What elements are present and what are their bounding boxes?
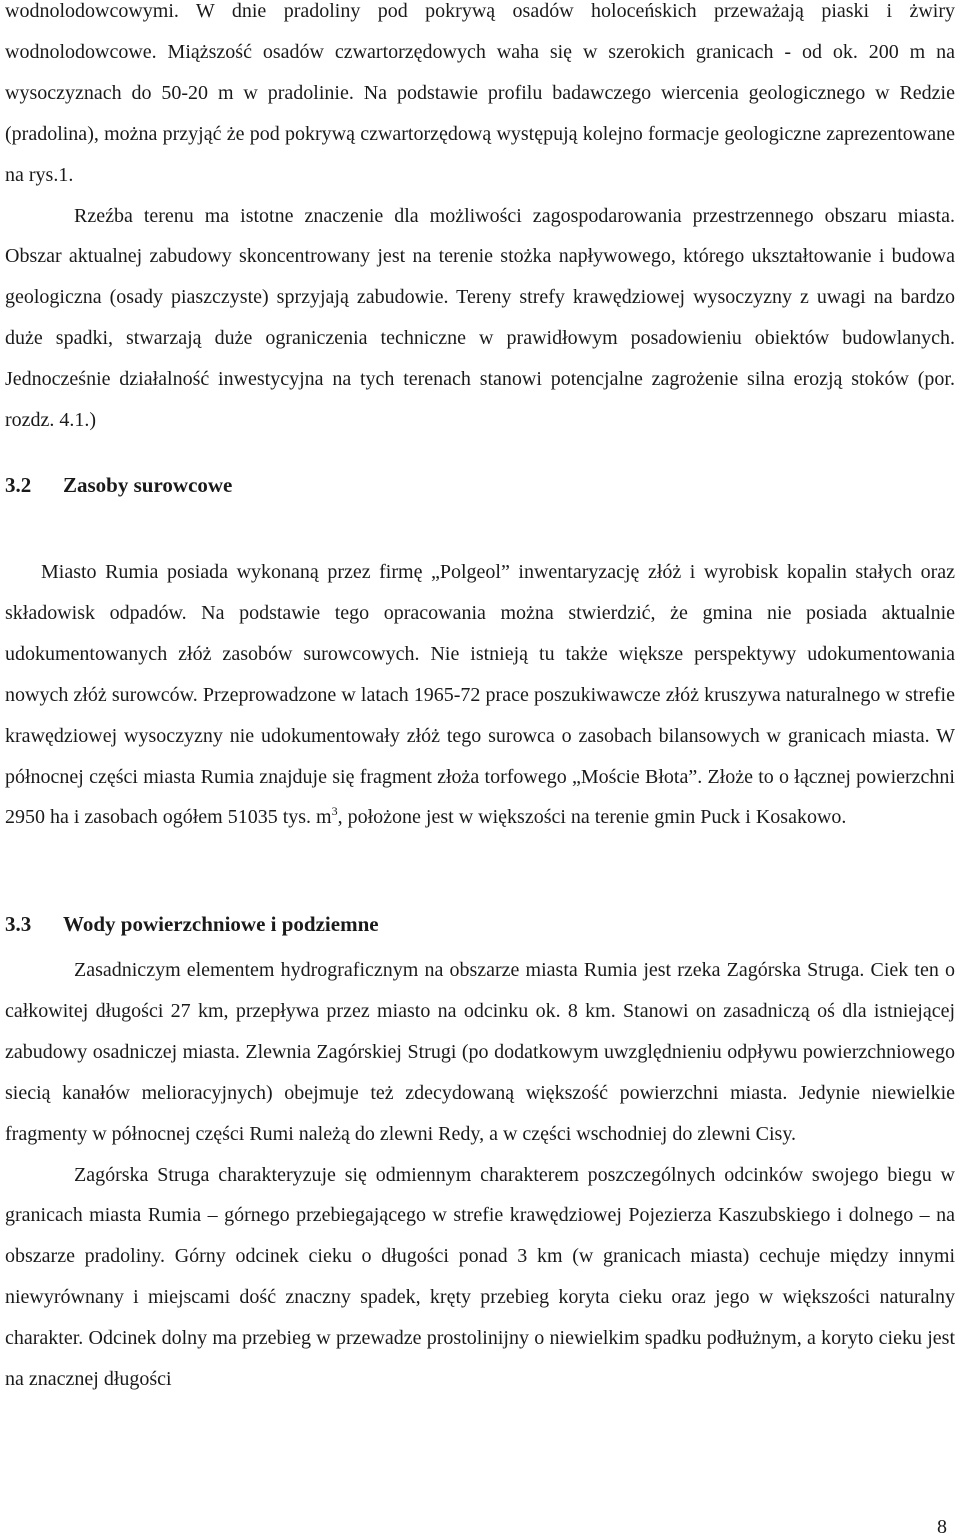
section-3-2-body: [5, 552, 955, 838]
section-heading-3-3: [5, 910, 379, 938]
hydrography-paragraph-1: Zasadniczym elementem hydrograficznym na obszarze miasta Rumia jest rzeka Zagórska Struga. Ciek ten o całkowitej długości 27 km, przepływa przez miasto na odcinku ok. 8 km. Stanowi on zasadniczą oś dla istniejącej zabudowy osadniczej miasta. Zlewnia Zagórskiej Strugi (po dodatkowym uwzględnieniu odpływu powierzchniowego siecią kanałów melioracyjnych) obejmuje też zdecydowaną większość powierzchni miasta. Jedynie niewielkie fragmenty w północnej części Rumi należą do zlewni Redy, a w części wschodniej do zlewni Cisy.: [5, 959, 955, 1145]
section-title: Zasoby surowcowe: [63, 473, 233, 497]
section-3-3-body: [5, 950, 955, 1400]
intro-text-block: [5, 0, 955, 441]
page-number: 8: [937, 1516, 947, 1538]
intro-paragraph: wodnolodowcowymi. W dnie pradoliny pod pokrywą osadów holoceńskich przeważają piaski i żwiry wodnolodowcowe. Miąższość osadów czwartorzędowych waha się w szerokich granicach - od ok. 200 m na wysoczyznach do 50-20 m w pradolinie. Na podstawie profilu badawczego wiercenia geologicznego w Redzie (pradolina), można przyjąć że pod pokrywą czwartorzędową występują kolejno formacje geologiczne zaprezentowane na rys.1.: [5, 0, 955, 186]
resources-text-tail: , położone jest w większości na terenie gmin Puck i Kosakowo.: [337, 806, 847, 829]
section-number: 3.2: [5, 473, 32, 497]
hydrography-paragraph-2: Zagórska Struga charakteryzuje się odmiennym charakterem poszczególnych odcinków swojego biegu w granicach miasta Rumia – górnego przebiegającego w strefie krawędziowej Pojezierza Kaszubskiego i dolnego – na obszarze pradoliny. Górny odcinek cieku o długości ponad 3 km (w granicach miasta) cechuje między innymi niewyrównany i miejscami dość znaczny spadek, kręty przebieg koryta cieku oraz jego w większości naturalny charakter. Odcinek dolny ma przebieg w przewadze prostolinijny o niewielkim spadku podłużnym, a koryto cieku jest na znacznej długości: [5, 1163, 955, 1391]
resources-text: Miasto Rumia posiada wykonaną przez firmę „Polgeol” inwentaryzację złóż i wyrobisk kopalin stałych oraz składowisk odpadów. Na podstawie tego opracowania można stwierdzić, że gmina nie posiada aktualnie udokumentowanych złóż zasobów surowcowych. Nie istnieją tu także większe perspektywy udokumentowania nowych złóż surowców. Przeprowadzone w latach 1965-72 prace poszukiwawcze złóż kruszywa naturalnego w strefie krawędziowej wysoczyzny nie udokumentowały złóż tego surowca o zasobach bilansowych w granicach miasta. W północnej części miasta Rumia znajduje się fragment złoża torfowego „Moście Błota”. Złoże to o łącznej powierzchni 2950 ha i zasobach ogółem 51035 tys. m: [5, 561, 955, 829]
section-number: 3.3: [5, 912, 32, 936]
relief-paragraph: Rzeźba terenu ma istotne znaczenie dla możliwości zagospodarowania przestrzennego obszaru miasta. Obszar aktualnej zabudowy skoncentrowany jest na terenie stożka napływowego, którego ukształtowanie i budowa geologiczna (osady piaszczyste) sprzyjają zabudowie. Tereny strefy krawędziowej wysoczyzny z uwagi na bardzo duże spadki, stwarzają duże ograniczenia techniczne w prawidłowym posadowieniu obiektów budowlanych. Jednocześnie działalność inwestycyjna na tych terenach stanowi potencjalne zagrożenie silna erozją stoków (por. rozdz. 4.1.): [5, 204, 955, 432]
section-heading-3-2: [5, 471, 232, 499]
unit-exponent: 3: [331, 804, 338, 819]
resources-paragraph: [5, 552, 955, 838]
section-title: Wody powierzchniowe i podziemne: [63, 912, 379, 936]
